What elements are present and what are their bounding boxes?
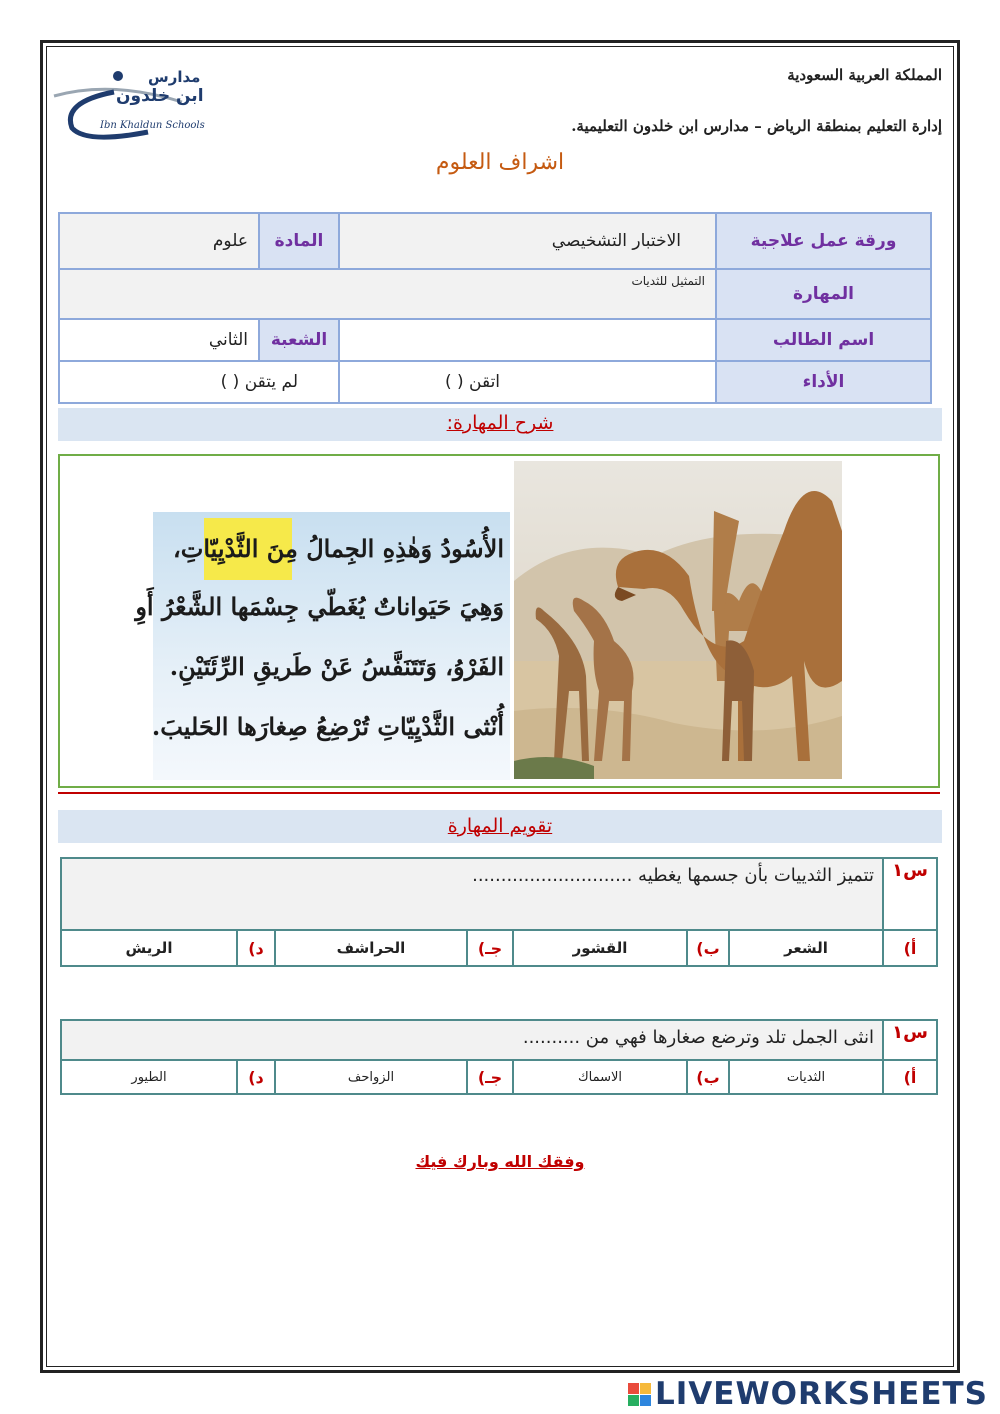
option-letter-a: أ) — [883, 1060, 937, 1094]
skill-value: التمثيل للثديات — [59, 269, 716, 319]
explanation-text-image — [135, 512, 510, 780]
question-2-table — [60, 1019, 938, 1095]
section-value: الثاني — [59, 319, 259, 361]
evaluation-heading: تقويم المهارة — [58, 810, 942, 843]
worksheet-label: ورقة عمل علاجية — [716, 213, 931, 269]
logo-line1: مدارس — [148, 68, 201, 86]
logo-line2: ابن خلدون — [116, 86, 204, 106]
logo-english: Ibn Khaldun Schools — [100, 120, 205, 131]
brand-name: LIVEWORKSHEETS — [655, 1376, 988, 1412]
info-table — [58, 212, 932, 404]
administration-title: إدارة التعليم بمنطقة الرياض – مدارس ابن خلدون التعليمية. — [571, 117, 942, 135]
explanation-heading: شرح المهارة: — [58, 408, 942, 441]
option-letter-d: د) — [237, 1060, 275, 1094]
liveworksheets-brand — [628, 1376, 988, 1412]
q1-option-b[interactable]: القشور — [513, 930, 687, 966]
option-letter-d: د) — [237, 930, 275, 966]
option-letter-b: ب) — [687, 1060, 729, 1094]
q1-option-c[interactable]: الحراشف — [275, 930, 467, 966]
closing-message: وفقك الله وبارك فيك — [415, 1152, 585, 1171]
question-1-table — [60, 857, 938, 967]
q1-option-d[interactable]: الريش — [61, 930, 237, 966]
section-divider — [58, 792, 940, 794]
explanation-line-1: الأُسُودُ وَهٰذِهِ الجِمالُ مِنَ الثَّدْيِيّاتِ، — [172, 534, 504, 563]
performance-label: الأداء — [716, 361, 931, 403]
department-title: اشراف العلوم — [435, 150, 565, 175]
test-value: الاختبار التشخيصي — [339, 213, 716, 269]
question-2-number: س١ — [883, 1020, 937, 1060]
explanation-line-2: وَهِيَ حَيَواناتٌ يُغَطّي جِسْمَها الشَّعْرُ أَوِ — [135, 592, 504, 621]
subject-value: علوم — [59, 213, 259, 269]
camels-photo — [514, 461, 842, 779]
q2-option-a[interactable]: الثديات — [729, 1060, 883, 1094]
section-label: الشعبة — [259, 319, 339, 361]
q2-option-c[interactable]: الزواحف — [275, 1060, 467, 1094]
student-name-label: اسم الطالب — [716, 319, 931, 361]
option-letter-b: ب) — [687, 930, 729, 966]
q2-option-b[interactable]: الاسماك — [513, 1060, 687, 1094]
q1-option-a[interactable]: الشعر — [729, 930, 883, 966]
question-1-stem: تتميز الثدييات بأن جسمها يغطيه ............................ — [61, 858, 883, 930]
explanation-line-4: أُنْثى الثَّدْيِيّاتِ تُرْضِعُ صِغارَها الحَليبَ. — [151, 712, 504, 741]
explanation-line-3: الفَرْوُ، وَتَتَنَفَّسُ عَنْ طَريقِ الرِّئَتَيْنِ. — [169, 652, 504, 681]
brand-logo-icon — [628, 1383, 651, 1406]
skill-label: المهارة — [716, 269, 931, 319]
not-mastered-option[interactable]: لم يتقن ( ) — [59, 361, 339, 403]
q2-option-d[interactable]: الطيور — [61, 1060, 237, 1094]
kingdom-title: المملكة العربية السعودية — [787, 66, 942, 84]
option-letter-c: جـ) — [467, 930, 513, 966]
option-letter-a: أ) — [883, 930, 937, 966]
option-letter-c: جـ) — [467, 1060, 513, 1094]
student-name-field[interactable] — [339, 319, 716, 361]
question-1-number: س١ — [883, 858, 937, 930]
camel-illustration-icon — [514, 461, 842, 779]
school-logo — [52, 62, 212, 142]
mastered-option[interactable]: اتقن ( ) — [339, 361, 716, 403]
question-2-stem: انثى الجمل تلد وترضع صغارها فهي من .......... — [61, 1020, 883, 1060]
subject-label: المادة — [259, 213, 339, 269]
